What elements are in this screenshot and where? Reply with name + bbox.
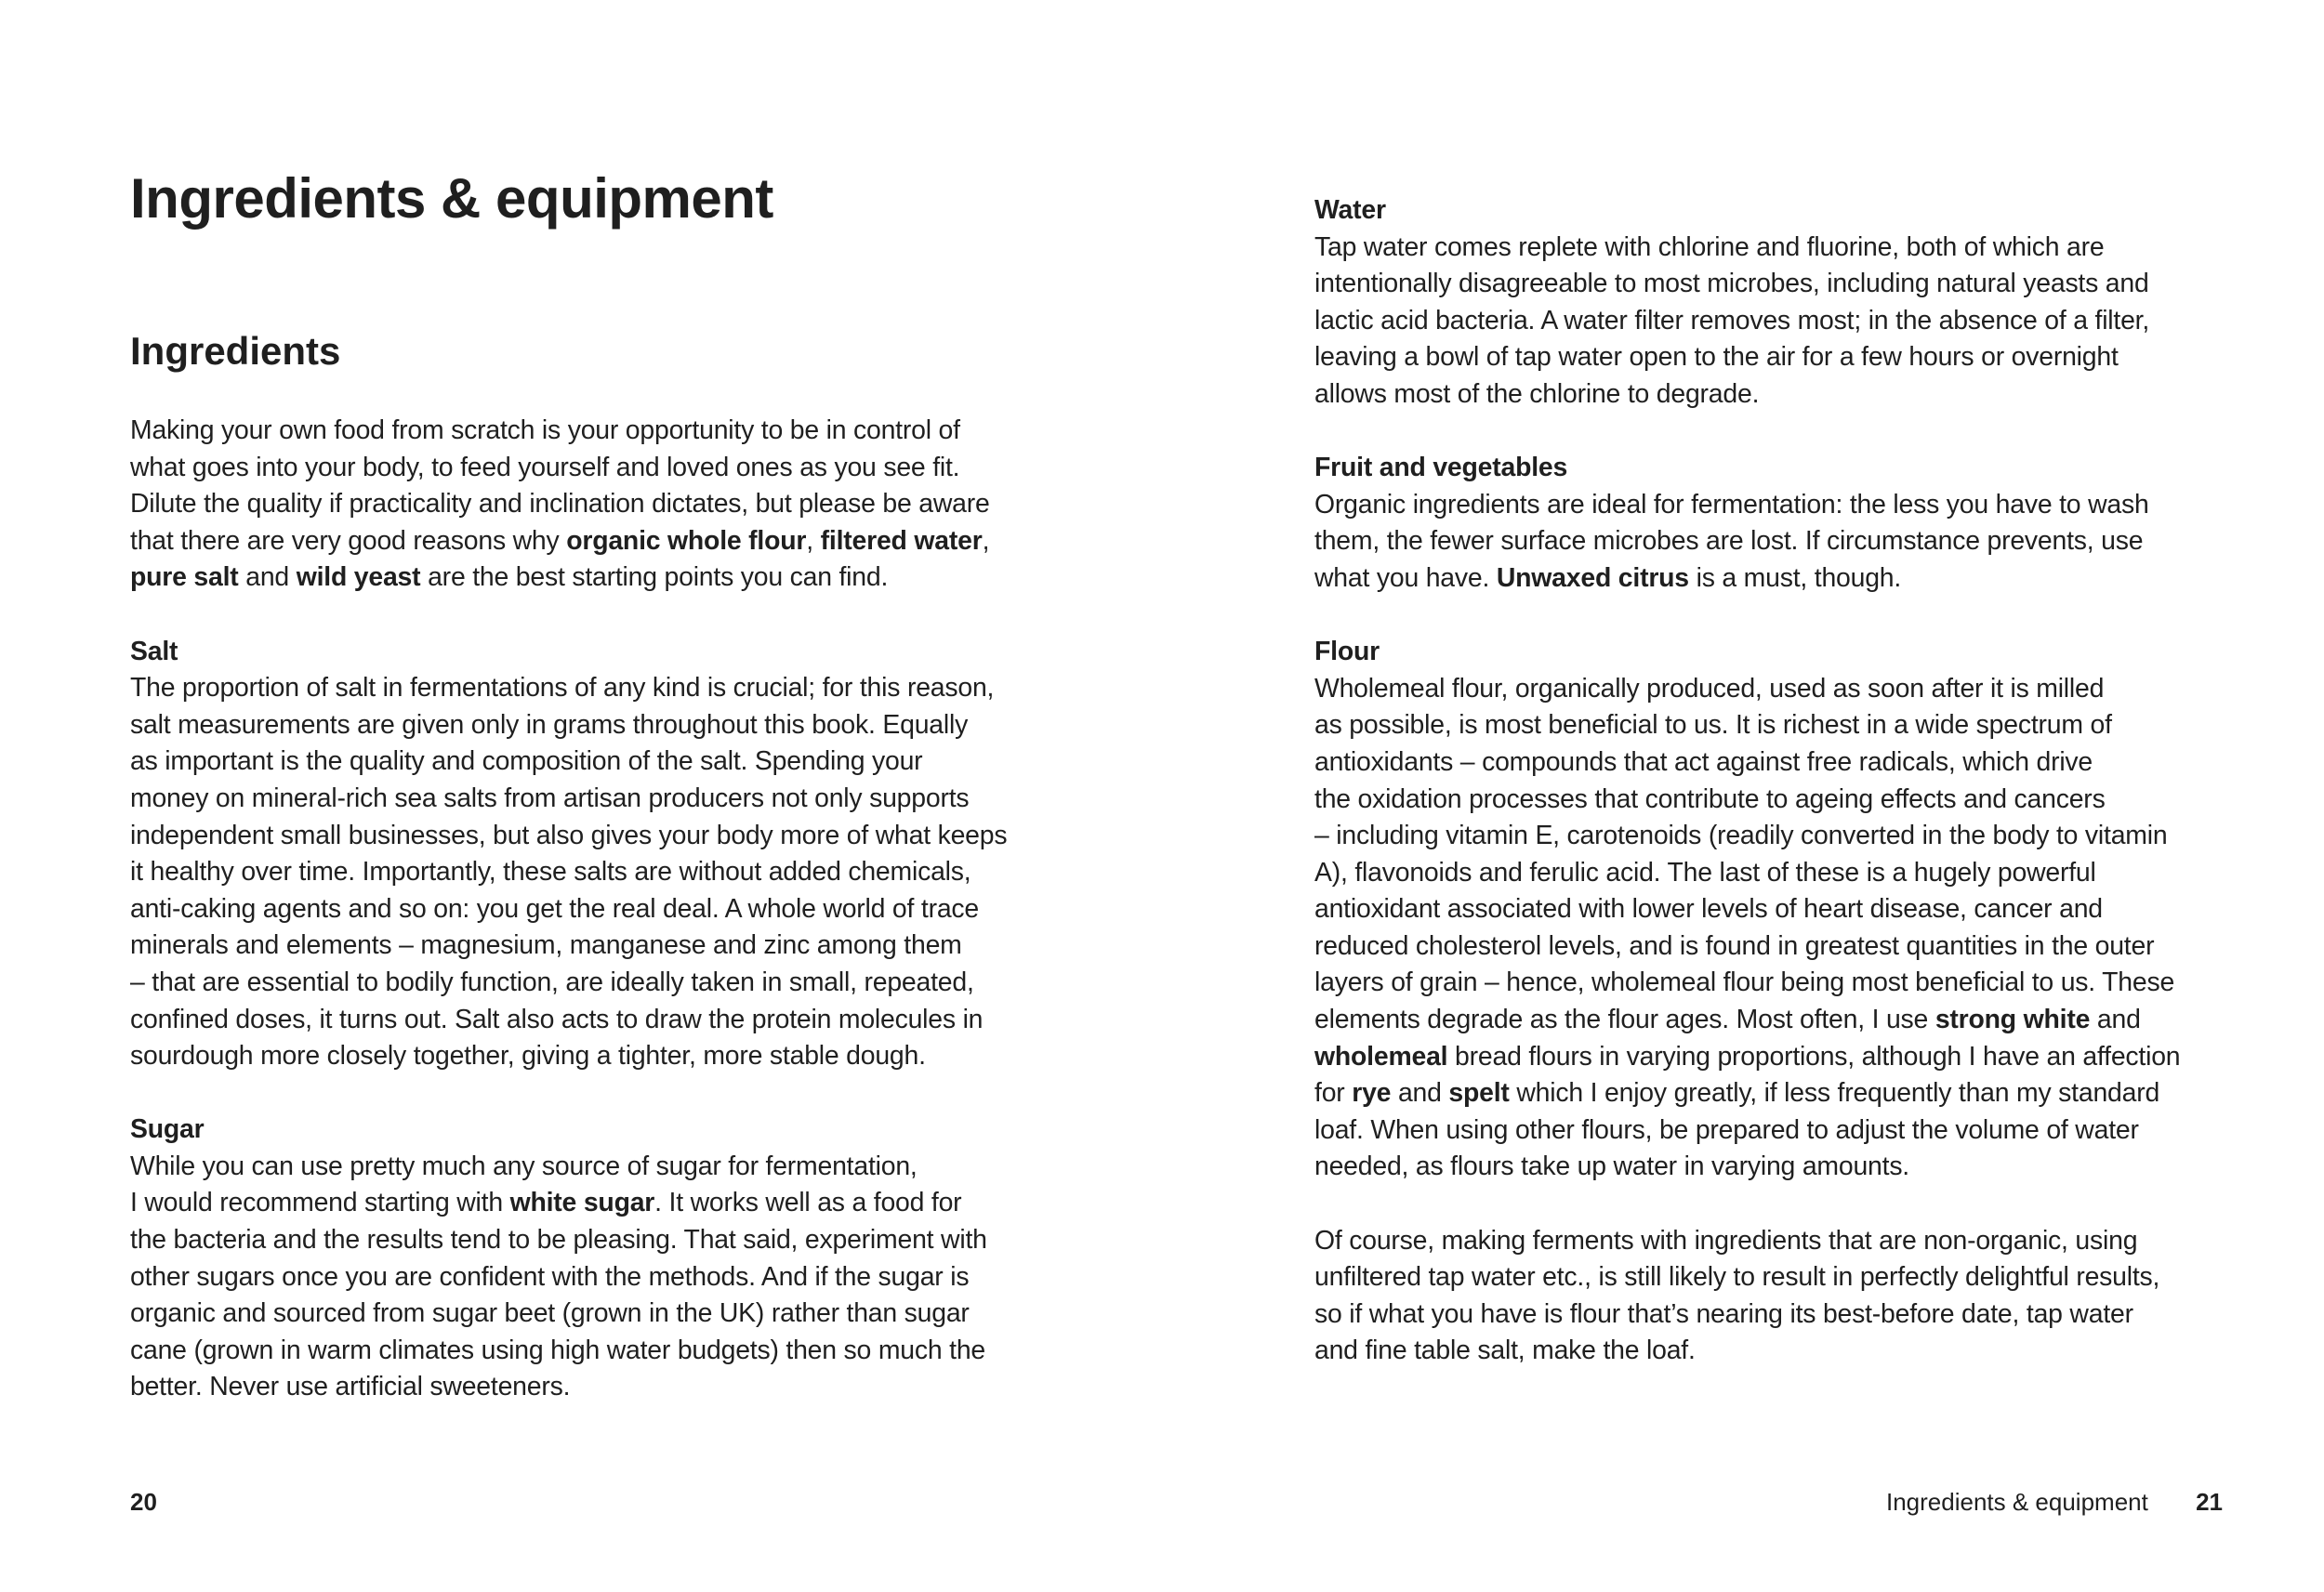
- text-line: [1314, 523, 2253, 560]
- water-paragraph: [1314, 230, 2253, 414]
- text-line: [130, 670, 1069, 707]
- text-line: [1314, 1296, 2253, 1334]
- text-line: [1314, 671, 2253, 708]
- text-run: Of course, making ferments with ingredients that are non-organic, using: [1314, 1225, 2138, 1256]
- right-column: [1314, 192, 2253, 1370]
- text-run: that there are very good reasons why: [130, 525, 567, 556]
- text-run: Wholemeal flour, organically produced, used as soon after it is milled: [1314, 673, 2105, 704]
- text-line: [1314, 376, 2253, 414]
- flour-heading: Flour: [1314, 637, 1380, 667]
- text-run: other sugars once you are confident with the methods. And if the sugar is: [130, 1261, 970, 1292]
- text-run: A), flavonoids and ferulic acid. The last of these is a hugely powerful: [1314, 857, 2096, 888]
- text-line: [130, 559, 1069, 597]
- bold-text: white sugar: [509, 1188, 655, 1218]
- text-run: and fine table salt, make the loaf.: [1314, 1335, 1696, 1366]
- text-run: allows most of the chlorine to degrade.: [1314, 378, 1760, 409]
- bold-text: rye: [1352, 1078, 1392, 1109]
- text-line: [1314, 1149, 2253, 1186]
- text-run: loaf. When using other flours, be prepared to adjust the volume of water: [1314, 1114, 2139, 1145]
- text-run: antioxidant associated with lower levels of heart disease, cancer and: [1314, 894, 2103, 925]
- text-run: what goes into your body, to feed yourself and loved ones as you see fit.: [130, 452, 960, 482]
- text-line: [1314, 339, 2253, 376]
- text-line: [130, 1185, 1069, 1222]
- left-footer: [130, 1485, 157, 1519]
- text-run: and: [1391, 1078, 1449, 1109]
- water-section: [1314, 192, 2253, 414]
- text-line: [1314, 1075, 2253, 1112]
- text-line: [130, 1149, 1069, 1186]
- page-title: Ingredients & equipment: [130, 167, 773, 230]
- text-line: [130, 781, 1069, 818]
- bold-text: Unwaxed citrus: [1496, 562, 1689, 593]
- text-line: [1314, 744, 2253, 782]
- fruit-vegetables-paragraph: [1314, 487, 2253, 598]
- text-run: are the best starting points you can find.: [420, 562, 889, 593]
- text-line: [130, 486, 1069, 523]
- salt-heading: Salt: [130, 636, 178, 666]
- text-line: [1314, 487, 2253, 524]
- text-run: bread flours in varying proportions, although I have an affection: [1447, 1041, 2181, 1072]
- text-run: so if what you have is flour that’s nearing its best-before date, tap water: [1314, 1298, 2133, 1329]
- text-line: [1314, 1333, 2253, 1370]
- text-run: reduced cholesterol levels, and is found in greatest quantities in the outer: [1314, 930, 2155, 961]
- text-run: leaving a bowl of tap water open to the air for a few hours or overnight: [1314, 342, 2119, 373]
- text-run: cane (grown in warm climates using high water budgets) then so much the: [130, 1335, 986, 1365]
- text-run: minerals and elements – magnesium, manganese and zinc among them: [130, 930, 962, 961]
- text-run: needed, as flours take up water in varying amounts.: [1314, 1151, 1909, 1182]
- text-run: . It works well as a food for: [654, 1188, 962, 1218]
- text-run: and: [238, 562, 297, 593]
- text-line: [1314, 1112, 2253, 1150]
- text-line: [1314, 965, 2253, 1002]
- text-line: [1314, 1223, 2253, 1260]
- text-run: salt measurements are given only in grams throughout this book. Equally: [130, 709, 969, 740]
- text-line: [130, 1222, 1069, 1259]
- bold-text: spelt: [1448, 1078, 1510, 1109]
- text-line: [130, 1296, 1069, 1333]
- text-run: better. Never use artificial sweeteners.: [130, 1372, 571, 1402]
- text-line: [130, 818, 1069, 855]
- text-run: elements degrade as the flour ages. Most often, I use: [1314, 1005, 1935, 1035]
- text-line: [130, 523, 1069, 560]
- text-line: [130, 1002, 1069, 1039]
- bold-text: strong white: [1934, 1005, 2091, 1035]
- text-run: – that are essential to bodily function, are ideally taken in small, repeated,: [130, 967, 974, 997]
- sugar-paragraph: [130, 1149, 1069, 1406]
- flour-section: [1314, 634, 2253, 1186]
- text-line: [130, 413, 1069, 450]
- text-run: as important is the quality and composition of the salt. Spending your: [130, 746, 923, 777]
- section-heading-ingredients: Ingredients: [130, 329, 341, 373]
- text-line: [1314, 782, 2253, 819]
- text-run: Tap water comes replete with chlorine and fluorine, both of which are: [1314, 231, 2105, 262]
- text-run: unfiltered tap water etc., is still likely to result in perfectly delightful results,: [1314, 1262, 2160, 1293]
- text-line: [1314, 266, 2253, 303]
- running-head: Ingredients & equipment: [1885, 1488, 2148, 1516]
- closing-paragraph: [1314, 1223, 2253, 1370]
- text-run: ,: [982, 525, 990, 556]
- text-run: what you have.: [1314, 562, 1497, 593]
- text-run: Organic ingredients are ideal for fermentation: the less you have to wash: [1314, 489, 2149, 520]
- text-line: [1314, 928, 2253, 966]
- text-run: Making your own food from scratch is your opportunity to be in control of: [130, 415, 960, 445]
- text-line: [1314, 818, 2253, 855]
- text-run: intentionally disagreeable to most microbes, including natural yeasts and: [1314, 269, 2149, 299]
- text-line: [1314, 1002, 2253, 1039]
- text-run: confined doses, it turns out. Salt also acts to draw the protein molecules in: [130, 1004, 984, 1034]
- text-line: [130, 965, 1069, 1002]
- right-footer: [1886, 1485, 2223, 1519]
- text-run: as possible, is most beneficial to us. It is richest in a wide spectrum of: [1314, 710, 2112, 741]
- fruit-vegetables-section: [1314, 450, 2253, 597]
- bold-text: wholemeal: [1314, 1041, 1448, 1072]
- text-line: [130, 1038, 1069, 1075]
- text-line: [1314, 303, 2253, 340]
- text-line: [1314, 560, 2253, 598]
- text-run: I would recommend starting with: [130, 1188, 510, 1218]
- text-line: [130, 928, 1069, 965]
- bold-text: wild yeast: [296, 562, 421, 593]
- text-run: the bacteria and the results tend to be pleasing. That said, experiment with: [130, 1225, 987, 1256]
- text-line: [130, 891, 1069, 928]
- text-line: [1314, 891, 2253, 928]
- text-run: and: [2090, 1005, 2141, 1035]
- bold-text: organic whole flour: [566, 525, 807, 556]
- water-heading: Water: [1314, 195, 1386, 225]
- text-run: independent small businesses, but also gives your body more of what keeps: [130, 820, 1008, 850]
- text-run: – including vitamin E, carotenoids (readily converted in the body to vitamin: [1314, 821, 2168, 851]
- text-run: which I enjoy greatly, if less frequently than my standard: [1509, 1078, 2160, 1109]
- text-line: [1314, 1259, 2253, 1296]
- flour-paragraph: [1314, 671, 2253, 1186]
- text-run: them, the fewer surface microbes are lost. If circumstance prevents, use: [1314, 526, 2144, 557]
- text-line: [1314, 707, 2253, 744]
- page-number-left: 20: [130, 1488, 157, 1516]
- salt-section: [130, 634, 1069, 1075]
- right-page: [1162, 0, 2324, 1592]
- fruit-vegetables-heading: Fruit and vegetables: [1314, 453, 1568, 483]
- text-run: Dilute the quality if practicality and inclination dictates, but please be aware: [130, 489, 990, 520]
- text-line: [1314, 855, 2253, 892]
- text-line: [130, 854, 1069, 891]
- text-line: [130, 1259, 1069, 1296]
- text-run: sourdough more closely together, giving a tighter, more stable dough.: [130, 1041, 926, 1072]
- text-line: [1314, 1039, 2253, 1076]
- text-run: lactic acid bacteria. A water filter removes most; in the absence of a filter,: [1314, 305, 2150, 336]
- text-run: it healthy over time. Importantly, these salts are without added chemicals,: [130, 857, 971, 888]
- sugar-heading: Sugar: [130, 1114, 205, 1145]
- text-line: [130, 450, 1069, 487]
- text-line: [130, 1333, 1069, 1370]
- text-run: the oxidation processes that contribute to ageing effects and cancers: [1314, 783, 2106, 814]
- left-column: [130, 413, 1069, 1406]
- text-line: [130, 707, 1069, 744]
- text-run: antioxidants – compounds that act against free radicals, which drive: [1314, 746, 2093, 777]
- page-number-right: 21: [2196, 1488, 2223, 1516]
- text-run: for: [1314, 1078, 1353, 1109]
- text-line: [130, 743, 1069, 781]
- text-run: is a must, though.: [1688, 562, 1902, 593]
- text-run: ,: [806, 525, 821, 556]
- salt-paragraph: [130, 670, 1069, 1075]
- sugar-section: [130, 1112, 1069, 1406]
- text-run: anti-caking agents and so on: you get the real deal. A whole world of trace: [130, 893, 980, 924]
- text-run: While you can use pretty much any source of sugar for fermentation,: [130, 1151, 918, 1181]
- text-line: [130, 1369, 1069, 1406]
- text-run: The proportion of salt in fermentations of any kind is crucial; for this reason,: [130, 673, 995, 704]
- text-run: organic and sourced from sugar beet (grown in the UK) rather than sugar: [130, 1298, 970, 1329]
- text-line: [1314, 230, 2253, 267]
- text-run: money on mineral-rich sea salts from artisan producers not only supports: [130, 783, 970, 813]
- bold-text: filtered water: [820, 525, 983, 556]
- intro-paragraph: [130, 413, 1069, 597]
- bold-text: pure salt: [130, 562, 239, 593]
- text-run: layers of grain – hence, wholemeal flour being most beneficial to us. These: [1314, 967, 2175, 998]
